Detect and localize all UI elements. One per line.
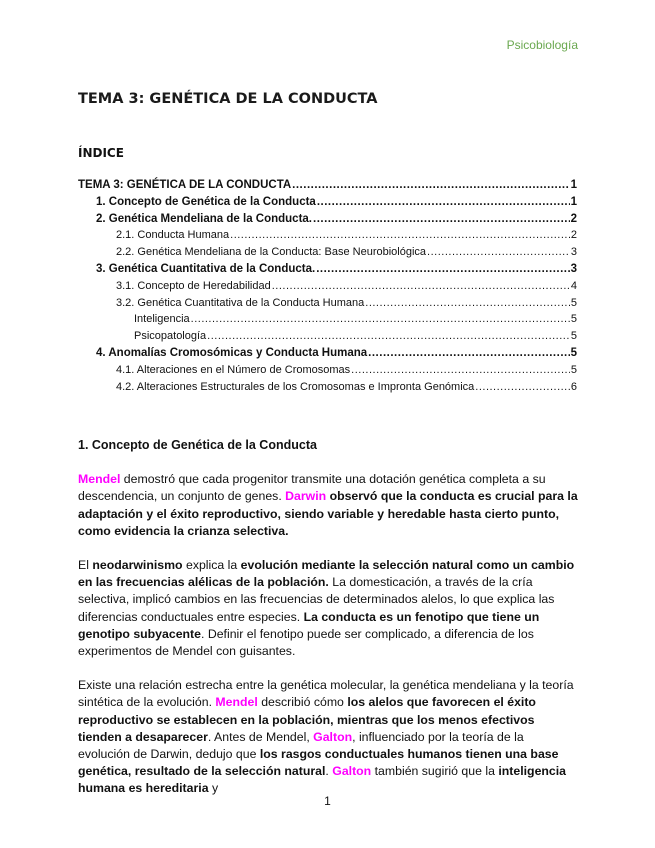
toc-entry-page: 5 <box>570 363 577 376</box>
text: describió cómo <box>257 695 348 710</box>
toc-leader-dots <box>292 179 569 191</box>
toc-entry[interactable] <box>78 330 577 347</box>
bold-text: los rasgos conductuales humanos tienen una base genética, resultado de la selección natural <box>78 747 559 779</box>
text: , influenciado por la teoría de la evolución de Darwin, dedujo que <box>78 729 524 762</box>
toc-entry-page: 2 <box>570 212 577 225</box>
toc-leader-dots <box>368 347 569 359</box>
highlighted-name: Mendel <box>215 695 258 710</box>
toc-entry[interactable] <box>78 179 577 196</box>
text: demostró que cada progenitor transmite una dotación genética completa a su descendencia, un conjunto de genes. <box>78 472 546 504</box>
toc-entry-page: 4 <box>570 279 577 292</box>
text: . <box>325 764 333 779</box>
paragraphs <box>78 471 578 797</box>
toc-entry-page: 5 <box>570 296 577 309</box>
toc-entry[interactable] <box>78 313 577 330</box>
toc-leader-dots <box>317 196 570 208</box>
highlighted-name: Galton <box>313 729 353 744</box>
highlighted-name: Darwin <box>285 489 327 504</box>
paragraph <box>78 471 578 540</box>
toc-entry[interactable] <box>78 364 577 381</box>
toc-entry[interactable] <box>78 381 577 398</box>
bold-text: observó que la conducta es crucial para la adaptación y el éxito reproductivo, siendo variable y heredable hasta cierto punto, como evidencia la crianza selectiva. <box>78 489 578 538</box>
bold-text: inteligencia humana es hereditaria <box>78 764 567 796</box>
toc-entry-page: 6 <box>570 380 577 393</box>
toc-entry-page: 1 <box>570 179 577 191</box>
page-number: 1 <box>324 794 331 808</box>
toc-entry-label: 2.2. Genética Mendeliana de la Conducta: Base Neurobiológica <box>116 246 427 259</box>
toc-entry[interactable] <box>78 263 577 280</box>
toc-entry-page: 2 <box>570 229 577 242</box>
toc-entry-label: Inteligencia <box>134 313 190 326</box>
bold-text: La conducta es un fenotipo que tiene un genotipo subyacente <box>78 609 540 641</box>
toc-entry[interactable] <box>78 297 577 314</box>
toc-entry-label: 3.2. Genética Cuantitativa de la Conducta Humana <box>116 296 365 309</box>
toc-leader-dots <box>230 229 570 241</box>
toc-leader-dots <box>207 330 570 342</box>
toc-entry[interactable] <box>78 347 577 364</box>
toc-entry-label: 3. Genética Cuantitativa de la Conducta. <box>96 262 316 275</box>
toc-entry[interactable] <box>78 213 577 230</box>
highlighted-name: Galton <box>332 764 372 779</box>
toc-leader-dots <box>316 263 569 275</box>
toc-entry[interactable] <box>78 280 577 297</box>
text: . Definir el fenotipo puede ser complicado, a diferencia de los experimentos de Mendel con guisantes. <box>78 626 534 659</box>
highlighted-name: Mendel <box>78 472 121 487</box>
toc-leader-dots <box>191 313 570 325</box>
toc-entry-page: 5 <box>570 346 577 359</box>
toc-entry-page: 5 <box>570 330 577 343</box>
toc-leader-dots <box>272 280 570 292</box>
toc-entry-label: 2.1. Conducta Humana <box>116 229 230 242</box>
paragraph <box>78 677 578 797</box>
toc-leader-dots <box>427 246 570 258</box>
toc-entry-label: 2. Genética Mendeliana de la Conducta. <box>96 212 313 225</box>
toc-entry-label: 1. Concepto de Genética de la Conducta <box>96 195 316 208</box>
toc-entry[interactable] <box>78 196 577 213</box>
toc-entry-label: 4. Anomalías Cromosómicas y Conducta Humana <box>96 346 368 359</box>
toc-leader-dots <box>351 364 570 376</box>
toc-entry[interactable] <box>78 229 577 246</box>
toc-entry-label: TEMA 3: GENÉTICA DE LA CONDUCTA <box>78 179 292 191</box>
toc-entry-label: 4.1. Alteraciones en el Número de Cromosomas <box>116 363 351 376</box>
bold-text: evolución mediante la selección natural como un cambio en las frecuencias alélicas de la población. <box>78 558 575 590</box>
page-title: TEMA 3: GENÉTICA DE LA CONDUCTA <box>78 91 378 107</box>
toc-entry-label: 4.2. Alteraciones Estructurales de los Cromosomas e Impronta Genómica <box>116 380 475 393</box>
text: . Antes de Mendel, <box>207 729 314 744</box>
bold-text: neodarwinismo <box>92 558 183 573</box>
index-heading: ÍNDICE <box>78 146 124 160</box>
text: y <box>208 781 219 796</box>
table-of-contents <box>78 179 577 397</box>
toc-entry-page: 1 <box>570 195 577 208</box>
header-subject: Psicobiología <box>506 38 578 52</box>
section-heading: 1. Concepto de Genética de la Conducta <box>78 438 317 452</box>
toc-entry-page: 3 <box>570 262 577 275</box>
toc-leader-dots <box>313 213 570 225</box>
toc-leader-dots <box>365 297 570 309</box>
text: explica la <box>182 558 241 573</box>
toc-leader-dots <box>475 381 570 393</box>
toc-entry-label: 3.1. Concepto de Heredabilidad <box>116 279 271 292</box>
paragraph <box>78 557 578 660</box>
toc-entry-label: Psicopatología <box>134 330 207 343</box>
document-body <box>78 437 578 815</box>
bold-text: los alelos que favorecen el éxito reproductivo se establecen en la población, mientras que los menos efectivos tienden a desaparecer <box>78 695 536 744</box>
toc-entry-page: 5 <box>570 313 577 326</box>
toc-entry[interactable] <box>78 246 577 263</box>
text: El <box>78 558 93 573</box>
text: La domesticación, a través de la cría selectiva, implicó cambios en las frecuencias de determinados alelos, lo que explica las diferencias conductuales entre especies. <box>78 575 555 624</box>
text: también sugirió que la <box>371 764 499 779</box>
text: Existe una relación estrecha entre la genética molecular, la genética mendeliana y la teoría sintética de la evolución. <box>78 678 574 710</box>
toc-entry-page: 3 <box>570 246 577 259</box>
